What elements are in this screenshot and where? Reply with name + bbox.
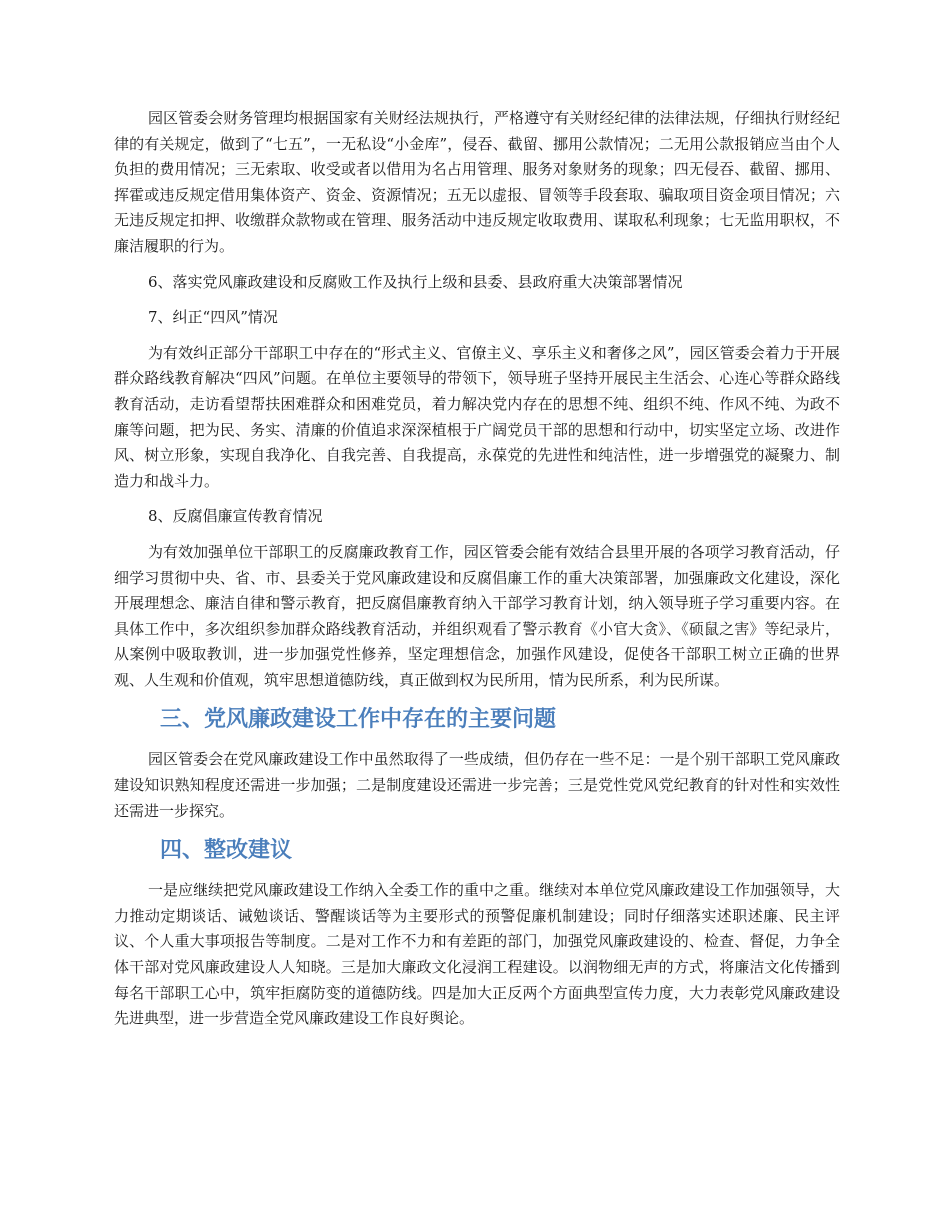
item-7-four-winds: 7、纠正“四风”情况 bbox=[148, 308, 278, 327]
paragraph-finance-management: 园区管委会财务管理均根据国家有关财经法规执行，严格遵守有关财经纪律的法律法规，仔细执行财经纪律的有关规定，做到了“七五”，一无私设“小金库”，侵吞、截留、挪用公款情况；二无用公款报销应当由个人负担的费用情况；三无索取、收受或者以借用为名占用管理、服务对象财务的现象；四无侵吞、截留、挪用、挥霍或违反规定借用集体资产、资金、资源情况；五无以虚报、冒领等手段套取、骗取项目资金项目情况；六无违反规定扣押、收缴群众款物或在管理、服务活动中违反规定收取费用、谋取私利现象；七无监用职权，不廉洁履职的行为。 bbox=[114, 109, 840, 255]
item-6-anti-corruption-decisions: 6、落实党风廉政建设和反腐败工作及执行上级和县委、县政府重大决策部署情况 bbox=[148, 272, 683, 291]
item-8-education: 8、反腐倡廉宣传教育情况 bbox=[148, 507, 323, 526]
paragraph-education: 为有效加强单位干部职工的反腐廉政教育工作，园区管委会能有效结合县里开展的各项学习教育活动，仔细学习贯彻中央、省、市、县委关于党风廉政建设和反腐倡廉工作的重大决策部署，加强廉政文化建设，深化开展理想念、廉洁自律和警示教育，把反腐倡廉教育纳入干部学习教育计划，纳入领导班子学习重要内容。在具体工作中，多次组织参加群众路线教育活动，并组织观看了警示教育《小官大贪》、《硕鼠之害》等纪录片，从案例中吸取教训，进一步加强党性修养，坚定理想信念，加强作风建设，促使各干部职工树立正确的世界观、人生观和价值观，筑牢思想道德防线，真正做到权为民所用，情为民所系，利为民所谋。 bbox=[114, 542, 840, 689]
section-heading-problems: 三、党风廉政建设工作中存在的主要问题 bbox=[160, 707, 557, 733]
paragraph-suggestions: 一是应继续把党风廉政建设工作纳入全委工作的重中之重。继续对本单位党风廉政建设工作加强领导，大力推动定期谈话、诫勉谈话、警醒谈话等为主要形式的预警促廉机制建设；同时仔细落实述职述廉、民主评议、个人重大事项报告等制度。二是对工作不力和有差距的部门，加强党风廉政建设的、检查、督促，力争全体干部对党风廉政建设人人知晓。三是加大廉政文化浸润工程建设。以润物细无声的方式，将廉洁文化传播到每名干部职工心中，筑牢拒腐防变的道德防线。四是加大正反两个方面典型宣传力度，大力表彰党风廉政建设先进典型，进一步营造全党风廉政建设工作良好舆论。 bbox=[114, 881, 840, 1028]
document-page bbox=[114, 106, 840, 1032]
paragraph-four-winds: 为有效纠正部分干部职工中存在的“形式主义、官僚主义、享乐主义和奢侈之风”，园区管委会着力于开展群众路线教育解决“四风”问题。在单位主要领导的带领下，领导班子坚持开展民主生活会、心连心等群众路线教育活动，走访看望帮扶困难群众和困难党员，着力解决党内存在的思想不纯、组织不纯、作风不纯、为政不廉等问题，把为民、务实、清廉的价值追求深深植根于广阔党员干部的思想和行动中，切实坚定立场、改进作风、树立形象，实现自我净化、自我完善、自我提高，永葆党的先进性和纯洁性，进一步增强党的凝聚力、制造力和战斗力。 bbox=[114, 343, 840, 490]
paragraph-problems: 园区管委会在党风廉政建设工作中虽然取得了一些成绩，但仍存在一些不足：一是个别干部职工党风廉政建设知识熟知程度还需进一步加强；二是制度建设还需进一步完善；三是党性党风党纪教育的针对性和实效性还需进一步探究。 bbox=[114, 750, 840, 820]
section-heading-suggestions: 四、整改建议 bbox=[160, 838, 293, 864]
